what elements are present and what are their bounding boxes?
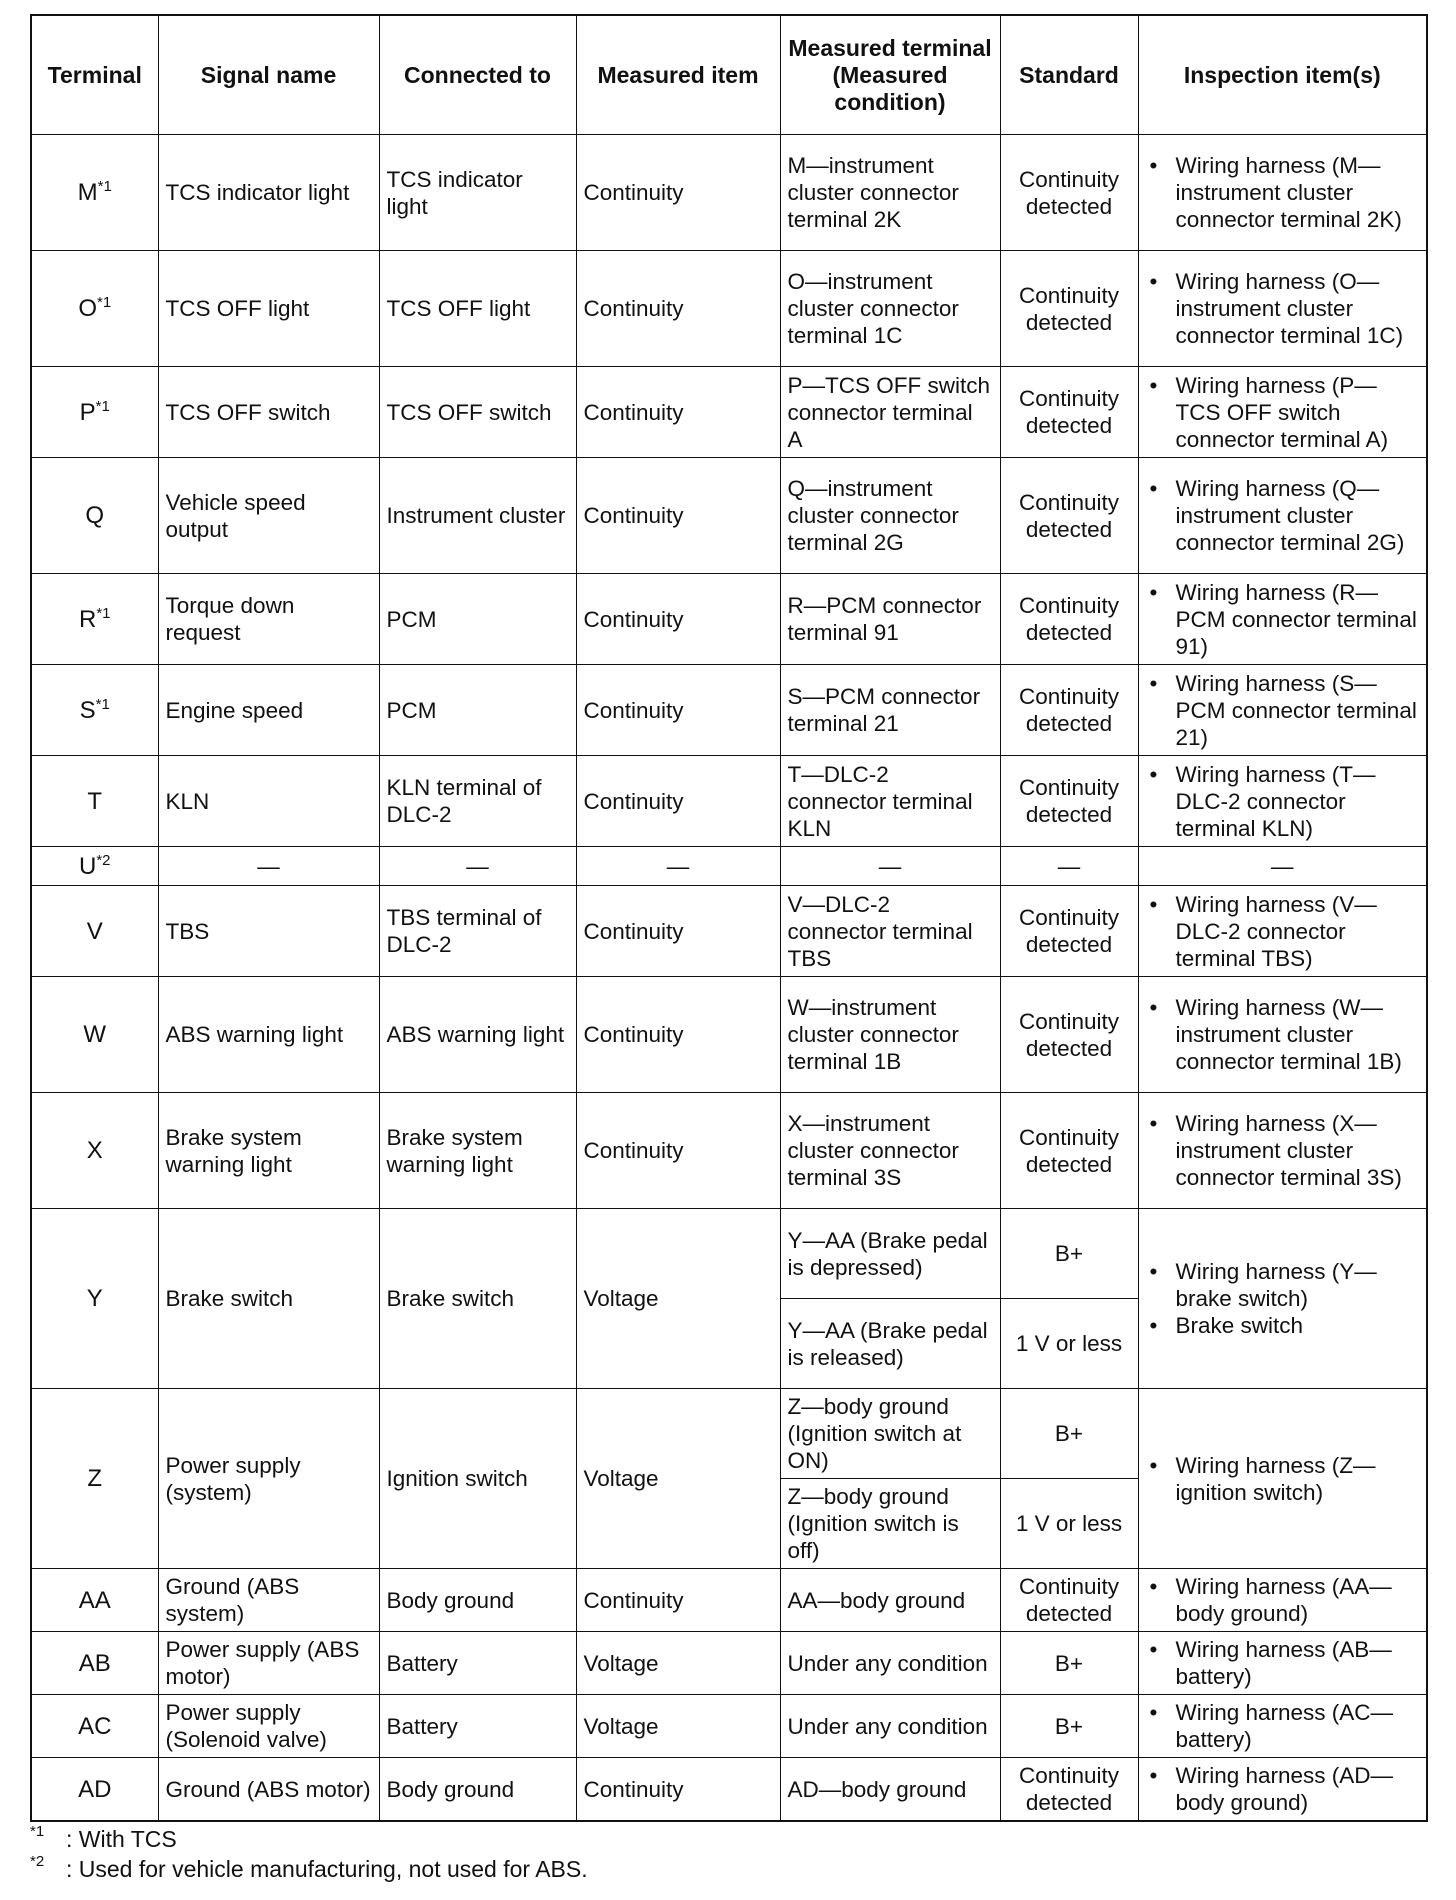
measured-item-cell: Voltage <box>576 1209 780 1389</box>
terminal-cell <box>31 1695 158 1758</box>
connected-to-cell: Brake switch <box>379 1209 576 1389</box>
terminal-id: O <box>78 295 97 322</box>
inspection-list <box>1146 475 1420 556</box>
measured-terminal-cell: Z—body ground (Ignition switch at ON) <box>780 1389 1000 1479</box>
terminal-id: AB <box>78 1649 111 1677</box>
measured-terminal-cell: Under any condition <box>780 1632 1000 1695</box>
table-row <box>31 251 1427 367</box>
connected-to-cell: Battery <box>379 1632 576 1695</box>
inspection-list <box>1146 1573 1420 1627</box>
terminal-cell <box>31 1758 158 1822</box>
measured-item-cell: Continuity <box>576 665 780 756</box>
inspection-item: • Wiring harness (Y—brake switch) <box>1176 1258 1420 1312</box>
terminal-id: R <box>78 605 97 633</box>
inspection-list <box>1146 152 1420 233</box>
terminal-cell <box>31 1389 158 1569</box>
footnote <box>30 1854 588 1884</box>
inspection-items-cell <box>1138 251 1427 367</box>
inspection-list <box>1146 1762 1420 1816</box>
terminal-id: Q <box>85 502 105 529</box>
inspection-item: • Wiring harness (S—PCM connector terminal 21) <box>1176 670 1420 751</box>
terminal-cell <box>31 574 158 665</box>
measured-item-cell: Continuity <box>576 458 780 574</box>
terminal-id: Z <box>87 1465 103 1492</box>
signal-name-cell: KLN <box>158 756 379 847</box>
measured-item-cell: Continuity <box>576 135 780 251</box>
inspection-item: • Brake switch <box>1176 1312 1420 1339</box>
terminal-id: AC <box>78 1712 112 1740</box>
standard-cell: 1 V or less <box>1000 1299 1138 1389</box>
standard-cell: Continuity detected <box>1000 1093 1138 1209</box>
measured-terminal-cell: W—instrument cluster connector terminal 1B <box>780 977 1000 1093</box>
standard-cell: Continuity detected <box>1000 574 1138 665</box>
table-row <box>31 1695 1427 1758</box>
terminal-footnote-mark: *1 <box>95 397 110 415</box>
terminal-inspection-table <box>30 14 1428 1822</box>
signal-name-cell: Torque down request <box>158 574 379 665</box>
signal-name-cell: TCS indicator light <box>158 135 379 251</box>
signal-name-cell: Ground (ABS motor) <box>158 1758 379 1822</box>
table-row <box>31 367 1427 458</box>
header-connected-to: Connected to <box>379 15 576 135</box>
signal-name-cell: Power supply (system) <box>158 1389 379 1569</box>
measured-item-cell: Continuity <box>576 251 780 367</box>
table-row <box>31 574 1427 665</box>
table-row <box>31 1758 1427 1822</box>
connected-to-cell: TCS OFF switch <box>379 367 576 458</box>
footnote-text: : Used for vehicle manufacturing, not used for ABS. <box>66 1856 588 1882</box>
standard-cell: Continuity detected <box>1000 367 1138 458</box>
connected-to-cell: TCS indicator light <box>379 135 576 251</box>
standard-cell: Continuity detected <box>1000 1758 1138 1822</box>
measured-item-cell: Continuity <box>576 367 780 458</box>
terminal-footnote-mark: *2 <box>96 851 111 869</box>
terminal-id: U <box>78 852 97 880</box>
terminal-cell <box>31 1632 158 1695</box>
terminal-footnote-mark: *1 <box>96 294 112 311</box>
inspection-list <box>1146 1258 1420 1339</box>
signal-name-cell: Power supply (ABS motor) <box>158 1632 379 1695</box>
standard-cell: B+ <box>1000 1209 1138 1299</box>
inspection-item: • Wiring harness (R—PCM connector terminal 91) <box>1176 579 1420 660</box>
inspection-items-cell <box>1138 1695 1427 1758</box>
standard-cell: Continuity detected <box>1000 886 1138 977</box>
table-row <box>31 886 1427 977</box>
inspection-list <box>1146 1110 1420 1191</box>
standard-cell: B+ <box>1000 1389 1138 1479</box>
table-row <box>31 665 1427 756</box>
inspection-items-cell <box>1138 1093 1427 1209</box>
terminal-cell <box>31 1093 158 1209</box>
inspection-list <box>1146 1636 1420 1690</box>
signal-name-cell: Power supply (Solenoid valve) <box>158 1695 379 1758</box>
inspection-items-cell <box>1138 1209 1427 1389</box>
measured-terminal-cell: — <box>780 847 1000 886</box>
table-row <box>31 1569 1427 1632</box>
inspection-items-cell <box>1138 367 1427 458</box>
inspection-items-cell <box>1138 886 1427 977</box>
measured-terminal-cell: S—PCM connector terminal 21 <box>780 665 1000 756</box>
measured-item-cell: Continuity <box>576 1569 780 1632</box>
terminal-cell <box>31 756 158 847</box>
standard-cell: Continuity detected <box>1000 756 1138 847</box>
signal-name-cell: Brake switch <box>158 1209 379 1389</box>
signal-name-cell: ABS warning light <box>158 977 379 1093</box>
terminal-id: AA <box>78 1586 111 1614</box>
terminal-id: S <box>79 696 96 724</box>
inspection-item: • Wiring harness (Q—instrument cluster connector terminal 2G) <box>1176 475 1420 556</box>
connected-to-cell: Brake system warning light <box>379 1093 576 1209</box>
measured-item-cell: Voltage <box>576 1389 780 1569</box>
measured-terminal-cell: Under any condition <box>780 1695 1000 1758</box>
header-inspection-items: Inspection item(s) <box>1138 15 1427 135</box>
inspection-item: • Wiring harness (P—TCS OFF switch connector terminal A) <box>1176 372 1420 453</box>
inspection-items-cell <box>1138 665 1427 756</box>
connected-to-cell: Instrument cluster <box>379 458 576 574</box>
inspection-items-cell <box>1138 1389 1427 1569</box>
table-row <box>31 1093 1427 1209</box>
footnotes <box>30 1824 588 1884</box>
terminal-cell <box>31 458 158 574</box>
terminal-footnote-mark: *1 <box>97 178 112 195</box>
measured-terminal-cell: Y—AA (Brake pedal is depressed) <box>780 1209 1000 1299</box>
header-terminal: Terminal <box>31 15 158 135</box>
inspection-list <box>1146 372 1420 453</box>
measured-item-cell: Continuity <box>576 1093 780 1209</box>
standard-cell: — <box>1000 847 1138 886</box>
measured-terminal-cell: M—instrument cluster connector terminal 2K <box>780 135 1000 251</box>
table-row <box>31 1209 1427 1299</box>
terminal-footnote-mark: *1 <box>95 695 110 713</box>
connected-to-cell: Body ground <box>379 1758 576 1822</box>
signal-name-cell: — <box>158 847 379 886</box>
signal-name-cell: TBS <box>158 886 379 977</box>
measured-terminal-cell: R—PCM connector terminal 91 <box>780 574 1000 665</box>
table-row <box>31 977 1427 1093</box>
measured-item-cell: Voltage <box>576 1632 780 1695</box>
measured-item-cell: Continuity <box>576 886 780 977</box>
standard-cell: Continuity detected <box>1000 665 1138 756</box>
measured-terminal-cell: AA—body ground <box>780 1569 1000 1632</box>
table-row <box>31 1389 1427 1479</box>
measured-item-cell: Continuity <box>576 977 780 1093</box>
measured-item-cell: Continuity <box>576 1758 780 1822</box>
terminal-cell <box>31 977 158 1093</box>
inspection-list <box>1146 579 1420 660</box>
terminal-cell <box>31 886 158 977</box>
inspection-items-cell: — <box>1138 847 1427 886</box>
terminal-cell <box>31 1209 158 1389</box>
connected-to-cell: KLN terminal of DLC-2 <box>379 756 576 847</box>
footnote-mark: *1 <box>30 1823 45 1840</box>
table-row <box>31 135 1427 251</box>
footnote-mark: *2 <box>30 1853 45 1870</box>
inspection-items-cell <box>1138 1632 1427 1695</box>
measured-terminal-cell: X—instrument cluster connector terminal 3S <box>780 1093 1000 1209</box>
inspection-list <box>1146 1452 1420 1506</box>
inspection-item: • Wiring harness (V—DLC-2 connector terminal TBS) <box>1176 891 1420 972</box>
inspection-list <box>1146 994 1420 1075</box>
inspection-items-cell <box>1138 135 1427 251</box>
terminal-id: X <box>86 1137 103 1164</box>
measured-item-cell: Continuity <box>576 574 780 665</box>
standard-cell: 1 V or less <box>1000 1479 1138 1569</box>
measured-item-cell: Voltage <box>576 1695 780 1758</box>
measured-terminal-cell: P—TCS OFF switch connector terminal A <box>780 367 1000 458</box>
signal-name-cell: Engine speed <box>158 665 379 756</box>
connected-to-cell: TCS OFF light <box>379 251 576 367</box>
inspection-list <box>1146 891 1420 972</box>
inspection-list <box>1146 670 1420 751</box>
measured-item-cell: Continuity <box>576 756 780 847</box>
table-row <box>31 756 1427 847</box>
terminal-cell <box>31 1569 158 1632</box>
terminal-id: M <box>77 179 98 206</box>
terminal-id: Y <box>86 1285 103 1312</box>
terminal-cell <box>31 665 158 756</box>
connected-to-cell: PCM <box>379 574 576 665</box>
footnote-text: : With TCS <box>66 1826 177 1852</box>
footnote <box>30 1824 588 1854</box>
table-row <box>31 1632 1427 1695</box>
inspection-item: • Wiring harness (AD—body ground) <box>1176 1762 1420 1816</box>
inspection-item: • Wiring harness (O—instrument cluster connector terminal 1C) <box>1176 268 1420 349</box>
terminal-cell <box>31 847 158 886</box>
inspection-item: • Wiring harness (AA—body ground) <box>1176 1573 1420 1627</box>
inspection-item: • Wiring harness (W—instrument cluster connector terminal 1B) <box>1176 994 1420 1075</box>
inspection-items-cell <box>1138 458 1427 574</box>
inspection-item: • Wiring harness (M—instrument cluster connector terminal 2K) <box>1176 152 1420 233</box>
inspection-items-cell <box>1138 977 1427 1093</box>
terminal-cell <box>31 135 158 251</box>
terminal-id: W <box>83 1021 107 1048</box>
inspection-item: • Wiring harness (T—DLC-2 connector terminal KLN) <box>1176 761 1420 842</box>
inspection-items-cell <box>1138 756 1427 847</box>
inspection-items-cell <box>1138 1569 1427 1632</box>
terminal-cell <box>31 367 158 458</box>
standard-cell: Continuity detected <box>1000 977 1138 1093</box>
header-measured-terminal: Measured terminal (Measured condition) <box>780 15 1000 135</box>
standard-cell: B+ <box>1000 1632 1138 1695</box>
signal-name-cell: TCS OFF light <box>158 251 379 367</box>
measured-terminal-cell: Y—AA (Brake pedal is released) <box>780 1299 1000 1389</box>
table-row <box>31 847 1427 886</box>
terminal-footnote-mark: *1 <box>96 604 111 622</box>
terminal-id: V <box>86 917 103 945</box>
connected-to-cell: Ignition switch <box>379 1389 576 1569</box>
header-measured-item: Measured item <box>576 15 780 135</box>
signal-name-cell: TCS OFF switch <box>158 367 379 458</box>
measured-terminal-cell: V—DLC-2 connector terminal TBS <box>780 886 1000 977</box>
connected-to-cell: ABS warning light <box>379 977 576 1093</box>
header-row <box>31 15 1427 135</box>
signal-name-cell: Brake system warning light <box>158 1093 379 1209</box>
standard-cell: Continuity detected <box>1000 135 1138 251</box>
table-row <box>31 458 1427 574</box>
inspection-item: • Wiring harness (X—instrument cluster connector terminal 3S) <box>1176 1110 1420 1191</box>
terminal-id: T <box>87 787 103 815</box>
connected-to-cell: TBS terminal of DLC-2 <box>379 886 576 977</box>
header-standard: Standard <box>1000 15 1138 135</box>
measured-terminal-cell: Z—body ground (Ignition switch is off) <box>780 1479 1000 1569</box>
measured-terminal-cell: T—DLC-2 connector terminal KLN <box>780 756 1000 847</box>
inspection-item: • Wiring harness (AC—battery) <box>1176 1699 1420 1753</box>
signal-name-cell: Ground (ABS system) <box>158 1569 379 1632</box>
connected-to-cell: — <box>379 847 576 886</box>
standard-cell: Continuity detected <box>1000 458 1138 574</box>
connected-to-cell: PCM <box>379 665 576 756</box>
measured-terminal-cell: O—instrument cluster connector terminal 1C <box>780 251 1000 367</box>
inspection-items-cell <box>1138 574 1427 665</box>
standard-cell: Continuity detected <box>1000 1569 1138 1632</box>
connected-to-cell: Body ground <box>379 1569 576 1632</box>
inspection-list <box>1146 1699 1420 1753</box>
measured-terminal-cell: Q—instrument cluster connector terminal 2G <box>780 458 1000 574</box>
inspection-item: • Wiring harness (AB—battery) <box>1176 1636 1420 1690</box>
connected-to-cell: Battery <box>379 1695 576 1758</box>
terminal-cell <box>31 251 158 367</box>
inspection-list <box>1146 761 1420 842</box>
terminal-id: AD <box>78 1775 112 1803</box>
terminal-id: P <box>79 398 96 426</box>
standard-cell: Continuity detected <box>1000 251 1138 367</box>
measured-terminal-cell: AD—body ground <box>780 1758 1000 1822</box>
measured-item-cell: — <box>576 847 780 886</box>
header-signal-name: Signal name <box>158 15 379 135</box>
inspection-item: • Wiring harness (Z—ignition switch) <box>1176 1452 1420 1506</box>
inspection-list <box>1146 268 1420 349</box>
inspection-items-cell <box>1138 1758 1427 1822</box>
signal-name-cell: Vehicle speed output <box>158 458 379 574</box>
standard-cell: B+ <box>1000 1695 1138 1758</box>
